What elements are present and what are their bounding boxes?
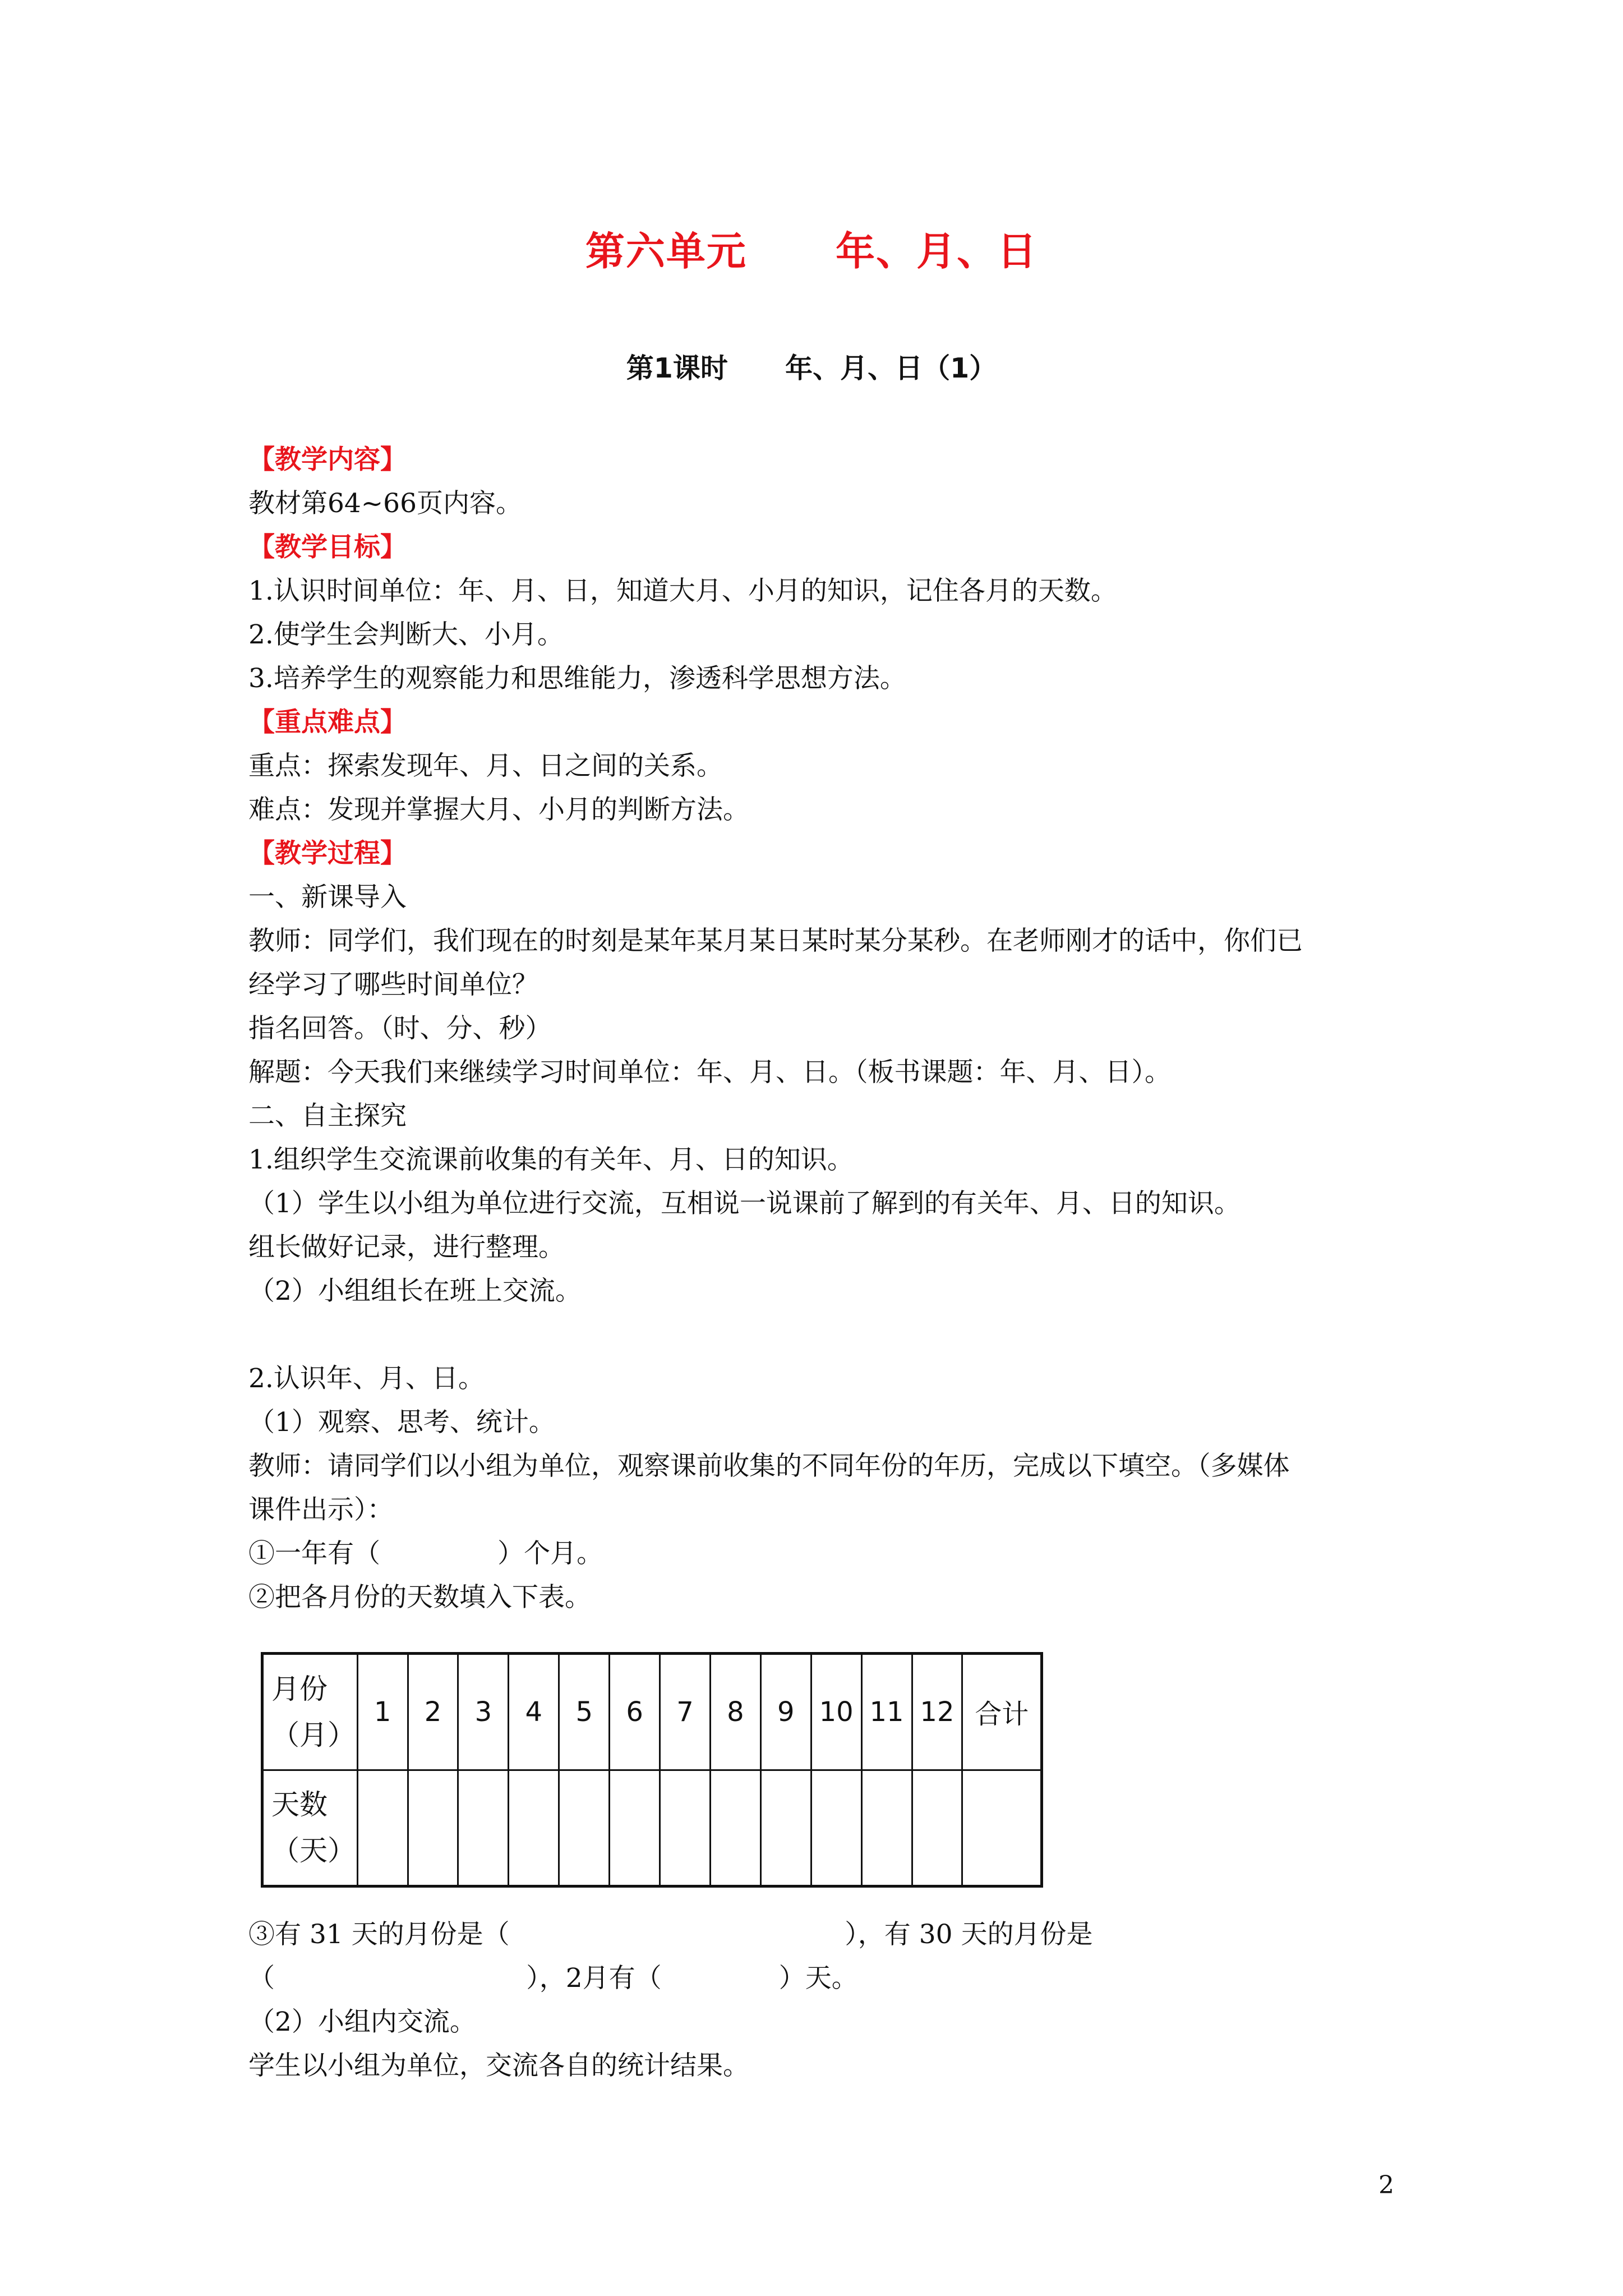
process-line: 二、自主探究	[248, 1101, 407, 1131]
days-input-cell[interactable]	[660, 1770, 711, 1887]
month-cell: 9	[760, 1654, 811, 1770]
days-input-cell[interactable]	[811, 1770, 861, 1887]
fill-blank-line: （ ），2月有（ ）天。	[248, 1963, 858, 1994]
total-header-cell: 合计	[962, 1654, 1042, 1770]
process-line: 解题：今天我们来继续学习时间单位：年、月、日。（板书课题：年、月、日）。	[248, 1057, 1171, 1088]
row-header-line: 月份	[271, 1672, 328, 1705]
days-input-cell[interactable]	[559, 1770, 610, 1887]
goal-item: 2.使学生会判断大、小月。	[248, 619, 564, 650]
process-line: （1）观察、思考、统计。	[248, 1407, 555, 1438]
table-row	[262, 1654, 1042, 1770]
key-point: 难点：发现并掌握大月、小月的判断方法。	[248, 794, 749, 825]
days-input-cell[interactable]	[610, 1770, 660, 1887]
process-line: 教师：同学们，我们现在的时刻是某年某月某日某时某分某秒。在老师刚才的话中，你们已	[248, 926, 1303, 956]
row-header-line: 天数	[271, 1788, 328, 1821]
days-input-cell[interactable]	[458, 1770, 509, 1887]
process-line: （1）学生以小组为单位进行交流，互相说一说课前了解到的有关年、月、日的知识。	[248, 1188, 1241, 1219]
process-line: 指名回答。（时、分、秒）	[248, 1013, 552, 1044]
month-cell: 10	[811, 1654, 861, 1770]
process-line: 1.组织学生交流课前收集的有关年、月、日的知识。	[248, 1144, 854, 1175]
days-input-cell[interactable]	[509, 1770, 559, 1887]
goal-item: 3.培养学生的观察能力和思维能力，渗透科学思想方法。	[248, 663, 906, 694]
process-line: 2.认识年、月、日。	[248, 1363, 485, 1394]
month-cell: 5	[559, 1654, 610, 1770]
process-line: 组长做好记录，进行整理。	[248, 1232, 565, 1263]
process-line: （2）小组内交流。	[248, 2007, 476, 2037]
month-cell: 4	[509, 1654, 559, 1770]
days-input-cell[interactable]	[912, 1770, 962, 1887]
page-number: 2	[1378, 2171, 1394, 2200]
section-heading-keypoints: 【重点难点】	[248, 707, 407, 738]
section-heading-content: 【教学内容】	[248, 444, 407, 475]
content-text: 教材第64~66页内容。	[248, 488, 522, 519]
key-point: 重点：探索发现年、月、日之间的关系。	[248, 751, 723, 781]
process-line: 学生以小组为单位，交流各自的统计结果。	[248, 2050, 749, 2081]
total-input-cell[interactable]	[962, 1770, 1042, 1887]
month-cell: 3	[458, 1654, 509, 1770]
blank-line	[248, 1313, 1393, 1357]
month-cell: 8	[710, 1654, 760, 1770]
unit-title: 第六单元 年、月、日	[585, 228, 1038, 274]
month-cell: 7	[660, 1654, 711, 1770]
month-days-table	[261, 1652, 1043, 1888]
month-cell: 1	[357, 1654, 408, 1770]
month-cell: 6	[610, 1654, 660, 1770]
process-line: ②把各月份的天数填入下表。	[248, 1582, 591, 1613]
process-line: ①一年有（ ）个月。	[248, 1538, 603, 1569]
days-input-cell[interactable]	[710, 1770, 760, 1887]
days-input-cell[interactable]	[357, 1770, 408, 1887]
process-line: 课件出示）：	[248, 1494, 394, 1525]
days-input-cell[interactable]	[408, 1770, 458, 1887]
section-heading-goals: 【教学目标】	[248, 532, 407, 563]
month-cell: 11	[861, 1654, 912, 1770]
days-input-cell[interactable]	[861, 1770, 912, 1887]
row-header-days	[262, 1770, 358, 1887]
section-heading-process: 【教学过程】	[248, 838, 407, 869]
days-input-cell[interactable]	[760, 1770, 811, 1887]
goal-item: 1.认识时间单位：年、月、日，知道大月、小月的知识，记住各月的天数。	[248, 576, 1117, 606]
table-row	[262, 1770, 1042, 1887]
row-header-line: （天）	[271, 1834, 356, 1867]
month-cell: 2	[408, 1654, 458, 1770]
lesson-title: 第1课时 年、月、日（1）	[626, 352, 997, 384]
row-header-month	[262, 1654, 358, 1770]
lesson-body	[248, 438, 1393, 1619]
month-cell: 12	[912, 1654, 962, 1770]
lesson-body-continued	[248, 1913, 1393, 2088]
fill-blank-line: ③有 31 天的月份是（ ），有 30 天的月份是	[248, 1919, 1093, 1950]
process-line: 经学习了哪些时间单位？	[248, 969, 538, 1000]
row-header-line: （月）	[271, 1718, 356, 1751]
process-line: 一、新课导入	[248, 882, 407, 913]
process-line: 教师：请同学们以小组为单位，观察课前收集的不同年份的年历，完成以下填空。（多媒体	[248, 1451, 1290, 1481]
process-line: （2）小组组长在班上交流。	[248, 1276, 582, 1306]
